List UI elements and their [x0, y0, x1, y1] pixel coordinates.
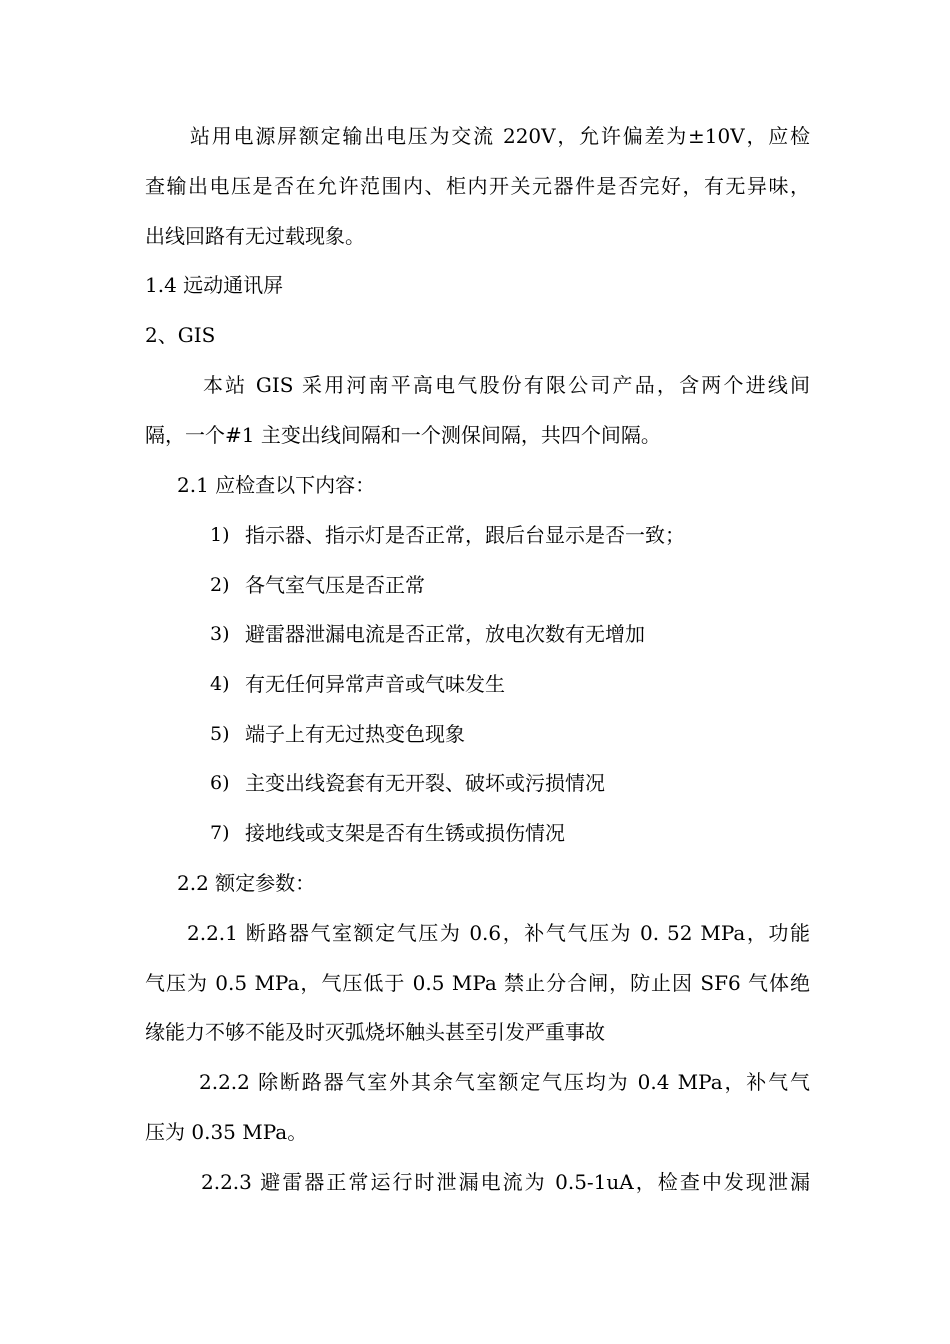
para-2-2-1-line-2: 气压为 0.5 MPa，气压低于 0.5 MPa 禁止分合闸，防止因 SF6 气体绝 [145, 971, 810, 995]
list-item-text: 主变出线瓷套有无开裂、破坏或污损情况 [245, 771, 605, 795]
paragraph-2-line-1: 本站 GIS 采用河南平高电气股份有限公司产品，含两个进线间 [203, 373, 810, 397]
para-2-2-2-line-1: 2.2.2 除断路器气室外其余气室额定气压均为 0.4 MPa，补气气 [199, 1070, 810, 1094]
list-item-text: 接地线或支架是否有生锈或损伤情况 [245, 821, 565, 845]
list-item-text: 避雷器泄漏电流是否正常，放电次数有无增加 [245, 622, 645, 646]
list-item-text: 指示器、指示灯是否正常，跟后台显示是否一致； [245, 523, 685, 547]
heading-2-2: 2.2 额定参数： [177, 871, 316, 895]
list-item-text: 各气室气压是否正常 [245, 573, 425, 597]
heading-2: 2、GIS [145, 323, 216, 347]
list-item-number: 7) [210, 822, 230, 844]
heading-2-1: 2.1 应检查以下内容： [177, 473, 376, 497]
list-item-number: 5) [210, 723, 230, 745]
paragraph-2-line-2: 隔，一个#1 主变出线间隔和一个测保间隔，共四个间隔。 [145, 423, 661, 447]
list-item-text: 端子上有无过热变色现象 [245, 722, 465, 746]
paragraph-1-line-3: 出线回路有无过载现象。 [145, 224, 365, 248]
para-2-2-1-line-3: 缘能力不够不能及时灭弧烧坏触头甚至引发严重事故 [145, 1020, 605, 1044]
paragraph-1-line-2: 查输出电压是否在允许范围内、柜内开关元器件是否完好，有无异味， [145, 174, 810, 198]
paragraph-1-line-1: 站用电源屏额定输出电压为交流 220V，允许偏差为±10V，应检 [190, 124, 810, 148]
heading-1-4: 1.4 远动通讯屏 [145, 273, 284, 297]
list-item-number: 2) [210, 574, 230, 596]
para-2-2-3-line-1: 2.2.3 避雷器正常运行时泄漏电流为 0.5-1uA，检查中发现泄漏 [201, 1170, 810, 1194]
para-2-2-1-line-1: 2.2.1 断路器气室额定气压为 0.6，补气气压为 0. 52 MPa，功能 [187, 921, 810, 945]
list-item-number: 1) [210, 524, 230, 546]
list-item-number: 3) [210, 623, 230, 645]
list-item-number: 4) [210, 673, 230, 695]
list-item-number: 6) [210, 772, 230, 794]
list-item-text: 有无任何异常声音或气味发生 [245, 672, 505, 696]
para-2-2-2-line-2: 压为 0.35 MPa。 [145, 1120, 308, 1144]
